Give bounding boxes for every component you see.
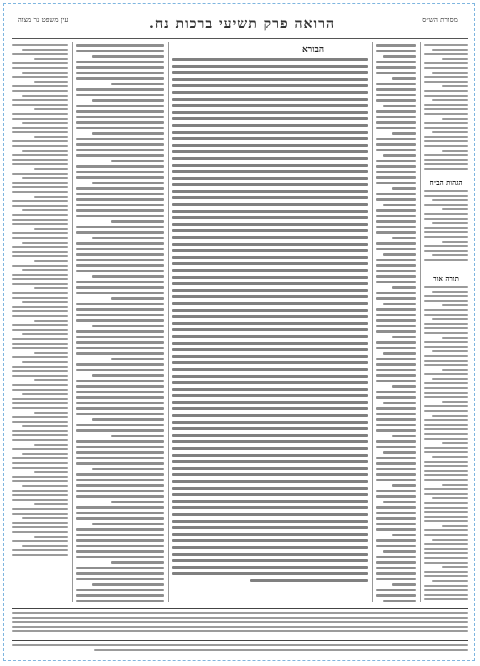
footer-rule [12, 608, 468, 609]
ein-mishpat-header: עין משפט נר מצוה [17, 16, 69, 24]
mesoret-header: מסורת הש״ס [422, 16, 458, 24]
header-rule [12, 38, 468, 39]
hagahot-title: הגהות הב״ח [429, 178, 463, 187]
page-title: הרואה פרק תשיעי ברכות נח. [148, 16, 336, 32]
rashi-column [376, 44, 416, 604]
torah-or-column [424, 286, 468, 602]
opening-word: הבורא [302, 45, 325, 55]
bottom-notes [12, 644, 468, 654]
torah-or-title: תורה אור [433, 274, 459, 283]
footer-notes [12, 612, 468, 634]
mesoret-column [424, 44, 468, 174]
footer-rule-bottom [12, 640, 468, 641]
talmud-page [12, 12, 468, 654]
tosafot-column [76, 44, 164, 604]
ein-mishpat-column [12, 44, 68, 604]
hagahot-column [424, 190, 468, 270]
gemara-text [172, 58, 368, 604]
